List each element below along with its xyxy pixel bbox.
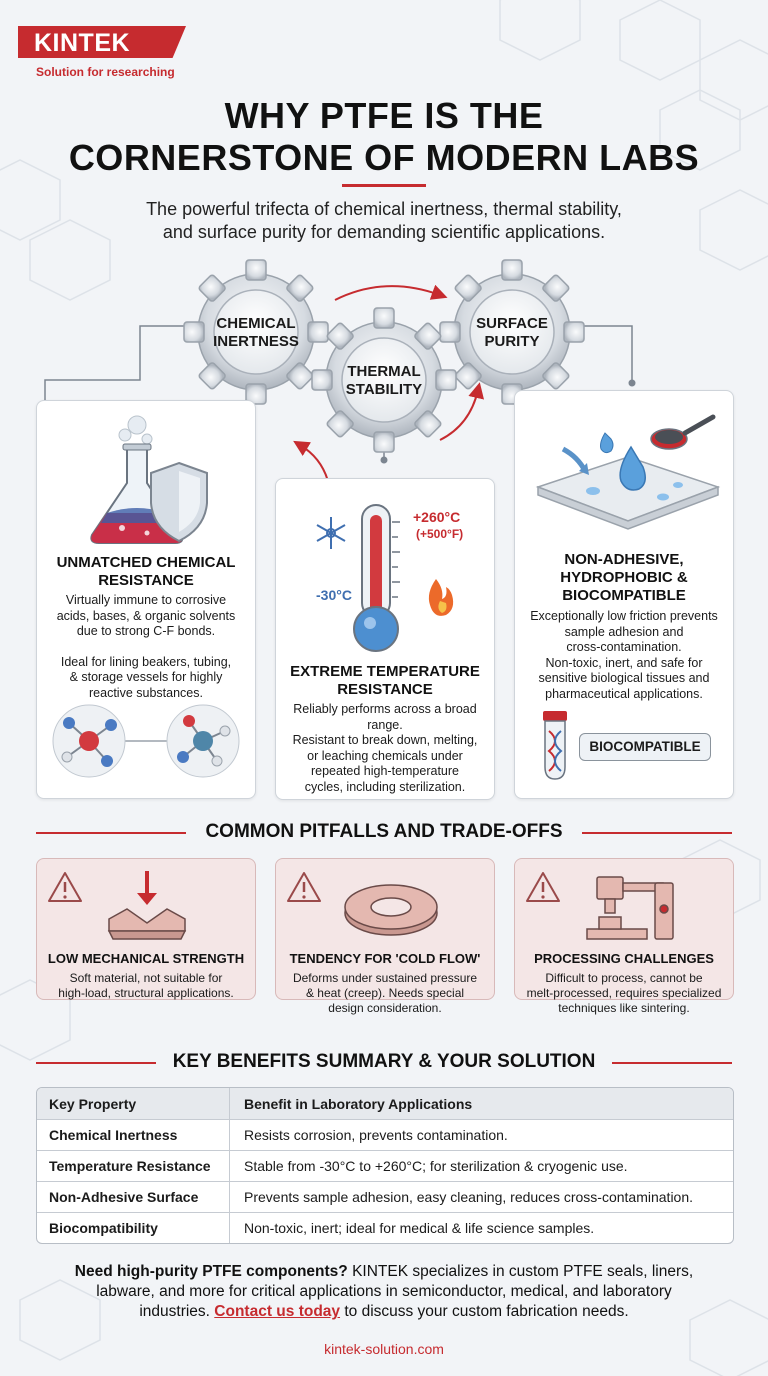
card-temperature-resistance bbox=[275, 478, 495, 800]
card-body-line: cross-contamination. bbox=[566, 640, 682, 654]
table-cell-property: Non-Adhesive Surface bbox=[49, 1189, 199, 1205]
molecule-icons bbox=[49, 701, 243, 781]
table-cell-benefit: Non-toxic, inert; ideal for medical & life science samples. bbox=[229, 1213, 733, 1243]
card-title-line: RESISTANCE bbox=[98, 572, 194, 589]
rotation-arrow-left bbox=[300, 445, 330, 480]
pitfall-body-line: Difficult to process, cannot be bbox=[545, 971, 703, 985]
temp-high-f-label: (+500°F) bbox=[416, 527, 464, 541]
card-body-line: or leaching chemicals under bbox=[307, 748, 463, 763]
summary-heading: KEY BENEFITS SUMMARY & YOUR SOLUTION bbox=[172, 1051, 596, 1072]
gear-label-line: SURFACE bbox=[476, 315, 548, 332]
gear-label-line: STABILITY bbox=[345, 381, 423, 398]
card-body-line: Virtually immune to corrosive bbox=[65, 593, 227, 607]
card-body-line: due to strong C-F bonds. bbox=[76, 624, 216, 638]
contact-us-link[interactable]: Contact us today bbox=[214, 1303, 341, 1320]
warning-icon bbox=[288, 873, 320, 901]
gear-label-thermal-stability bbox=[334, 363, 434, 399]
temp-low-label: -30°C bbox=[316, 587, 352, 603]
gasket-icon bbox=[345, 885, 437, 935]
pitfall-body bbox=[517, 971, 731, 1016]
card-body-line: repeated high-temperature bbox=[310, 764, 459, 778]
table-cell-benefit: Prevents sample adhesion, easy cleaning, reduces cross-contamination. bbox=[229, 1182, 733, 1212]
pitfall-body bbox=[280, 971, 490, 1016]
card-title bbox=[37, 554, 255, 590]
subtitle-line-1: The powerful trifecta of chemical inertness, thermal stability, bbox=[146, 199, 622, 219]
gear-label-surface-purity bbox=[462, 315, 562, 351]
table-cell-property: Biocompatibility bbox=[49, 1220, 158, 1236]
kintek-logo[interactable] bbox=[18, 26, 186, 60]
deformation-icon bbox=[109, 871, 185, 939]
pitfall-card-mechanical-strength bbox=[36, 858, 256, 1000]
card-body bbox=[282, 702, 488, 795]
water-drop-icon bbox=[620, 447, 645, 490]
rotation-arrow-right bbox=[440, 390, 478, 440]
card-title bbox=[276, 663, 494, 699]
temp-high-label: +260°C bbox=[413, 509, 461, 525]
card-title-line: HYDROPHOBIC & bbox=[560, 569, 688, 586]
snowflake-icon bbox=[317, 517, 345, 549]
table-header-row bbox=[37, 1088, 733, 1119]
card-title-line: NON-ADHESIVE, bbox=[564, 551, 684, 568]
flask-shield-icon bbox=[67, 413, 227, 548]
website-link[interactable]: kintek-solution.com bbox=[324, 1341, 444, 1357]
pitfall-icon-group bbox=[286, 869, 486, 943]
subtitle-line-2: and surface purity for demanding scientific applications. bbox=[162, 222, 606, 242]
card-body-line: sample adhesion and bbox=[564, 624, 684, 639]
card-title bbox=[515, 551, 733, 605]
cta-text: to discuss your custom fabrication needs. bbox=[340, 1303, 629, 1320]
pitfall-body bbox=[41, 971, 251, 1001]
cta-lead: Need high-purity PTFE components? bbox=[74, 1263, 348, 1280]
gear-label-chemical-inertness bbox=[206, 315, 306, 351]
title-underline bbox=[342, 184, 426, 187]
pitfall-title: LOW MECHANICAL STRENGTH bbox=[47, 951, 245, 966]
card-body-line: acids, bases, & organic solvents bbox=[56, 608, 236, 623]
pitfall-body-line: melt-processed, requires specialized bbox=[526, 986, 722, 1000]
card-body-line: reactive substances. bbox=[89, 685, 203, 700]
table-header-property: Key Property bbox=[49, 1095, 137, 1112]
table-cell-property: Temperature Resistance bbox=[49, 1158, 211, 1174]
pitfall-title: PROCESSING CHALLENGES bbox=[534, 951, 714, 966]
cta-line-2: labware, and more for critical applications in semiconductor, medical, and laboratory bbox=[96, 1283, 672, 1300]
card-body-spacer bbox=[43, 640, 249, 655]
summary-table bbox=[36, 1087, 734, 1244]
card-title-line: UNMATCHED CHEMICAL bbox=[56, 554, 236, 571]
rotation-arrow-top bbox=[335, 286, 440, 300]
table-header-benefit: Benefit in Laboratory Applications bbox=[229, 1088, 733, 1119]
pitfall-icon-group bbox=[47, 869, 247, 943]
pitfall-body-line: Deforms under sustained pressure bbox=[292, 971, 478, 985]
cta-text: KINTEK specializes in custom PTFE seals, liners, bbox=[347, 1263, 694, 1280]
warning-icon bbox=[49, 873, 81, 901]
pitfall-card-processing bbox=[514, 858, 734, 1015]
pitfall-body-line: design consideration. bbox=[328, 1001, 442, 1015]
pitfall-body-line: Soft material, not suitable for bbox=[69, 971, 223, 985]
cta-paragraph bbox=[30, 1262, 738, 1322]
pitfall-body-line: high-load, structural applications. bbox=[58, 986, 234, 1000]
water-droplet-surface-icon bbox=[533, 409, 723, 539]
card-body-line: & storage vessels for highly bbox=[69, 670, 223, 684]
table-row bbox=[37, 1181, 733, 1212]
card-title-line: BIOCOMPATIBLE bbox=[562, 587, 686, 604]
card-body-line: Resistant to break down, melting, bbox=[292, 733, 478, 747]
card-body-line: Reliably performs across a broad bbox=[293, 702, 477, 716]
pitfall-card-cold-flow bbox=[275, 858, 495, 1015]
pitfall-title: TENDENCY FOR 'COLD FLOW' bbox=[289, 951, 481, 966]
cta-line-3 bbox=[30, 1302, 738, 1322]
table-cell-benefit: Resists corrosion, prevents contamination. bbox=[229, 1120, 733, 1150]
card-body-line: Exceptionally low friction prevents bbox=[530, 609, 718, 623]
cta-line-1 bbox=[30, 1262, 738, 1282]
card-body bbox=[43, 593, 249, 701]
table-row bbox=[37, 1150, 733, 1181]
logo-tagline: Solution for researching bbox=[36, 65, 175, 79]
card-body-line: Non-toxic, inert, and safe for bbox=[545, 655, 703, 670]
gear-label-line: PURITY bbox=[484, 333, 540, 350]
card-body-line: Ideal for lining beakers, tubing, bbox=[60, 654, 232, 669]
test-tube-dna-icon bbox=[535, 709, 575, 781]
table-cell-benefit: Stable from -30°C to +260°C; for sterilization & cryogenic use. bbox=[229, 1151, 733, 1181]
arrow-icon bbox=[563, 449, 585, 471]
page-title-line-1: WHY PTFE IS THE bbox=[224, 95, 544, 136]
card-chemical-resistance bbox=[36, 400, 256, 799]
machine-icon bbox=[587, 877, 673, 939]
table-cell-property: Chemical Inertness bbox=[49, 1127, 178, 1143]
logo-text: KINTEK bbox=[34, 29, 131, 57]
pitfall-body-line: techniques like sintering. bbox=[558, 1001, 690, 1015]
pitfalls-heading: COMMON PITFALLS AND TRADE-OFFS bbox=[205, 821, 563, 842]
card-body bbox=[519, 609, 729, 702]
gear-label-line: THERMAL bbox=[347, 363, 421, 380]
pitfall-body-line: & heat (creep). Needs special bbox=[305, 986, 465, 1000]
warning-icon bbox=[527, 873, 559, 901]
card-body-line: cycles, including sterilization. bbox=[304, 779, 466, 794]
card-body-line: pharmaceutical applications. bbox=[545, 686, 703, 701]
card-body-line: sensitive biological tissues and bbox=[538, 671, 710, 685]
cta-text: industries. bbox=[139, 1303, 215, 1320]
card-title-line: EXTREME TEMPERATURE bbox=[290, 663, 480, 680]
card-body-line: range. bbox=[367, 717, 403, 732]
table-row bbox=[37, 1212, 733, 1243]
table-row bbox=[37, 1119, 733, 1150]
page-title-line-2: CORNERSTONE OF MODERN LABS bbox=[68, 137, 700, 178]
biocompatible-badge: BIOCOMPATIBLE bbox=[579, 733, 711, 761]
card-title-line: RESISTANCE bbox=[337, 681, 433, 698]
card-non-adhesive bbox=[514, 390, 734, 799]
gear-label-line: INERTNESS bbox=[213, 333, 299, 350]
frying-pan-icon bbox=[651, 417, 713, 449]
pitfall-icon-group bbox=[525, 869, 725, 943]
gear-label-line: CHEMICAL bbox=[216, 315, 296, 332]
